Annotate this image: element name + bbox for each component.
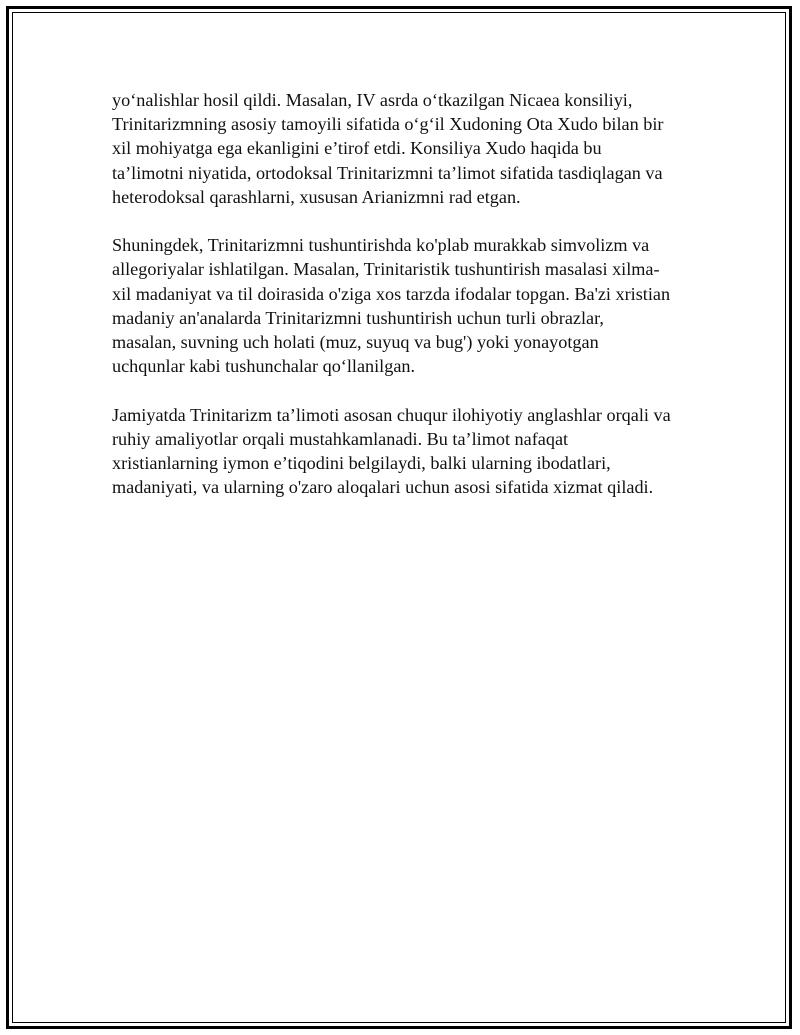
text-line: heterodoksal qarashlarni, xususan Arianizmni rad etgan. bbox=[112, 186, 521, 207]
text-line: madaniyati, va ularning o'zaro aloqalari uchun asosi sifatida xizmat qiladi. bbox=[112, 477, 654, 498]
paragraph-2 bbox=[112, 233, 692, 378]
text-line: xil mohiyatga ega ekanligini e’tirof etdi. Konsiliya Xudo haqida bu bbox=[112, 138, 602, 159]
text-line: xil madaniyat va til doirasida o'ziga xos tarzda ifodalar topgan. Ba'zi xristian bbox=[112, 283, 671, 304]
text-line: Jamiyatda Trinitarizm ta’limoti asosan chuqur ilohiyotiy anglashlar orqali va bbox=[112, 404, 671, 425]
document-body bbox=[112, 88, 692, 524]
paragraph-1 bbox=[112, 88, 692, 209]
text-line: ruhiy amaliyotlar orqali mustahkamlanadi. Bu ta’limot nafaqat bbox=[112, 428, 569, 449]
text-line: Trinitarizmning asosiy tamoyili sifatida o‘g‘il Xudoning Ota Xudo bilan bir bbox=[112, 114, 664, 135]
text-line: yo‘nalishlar hosil qildi. Masalan, IV asrda o‘tkazilgan Nicaea konsiliyi, bbox=[112, 90, 633, 110]
paragraph-3 bbox=[112, 403, 692, 500]
text-line: Shuningdek, Trinitarizmni tushuntirishda ko'plab murakkab simvolizm va bbox=[112, 235, 650, 256]
text-line: xristianlarning iymon e’tiqodini belgilaydi, balki ularning ibodatlari, bbox=[112, 453, 611, 474]
text-line: madaniy an'analarda Trinitarizmni tushuntirish uchun turli obrazlar, bbox=[112, 307, 604, 328]
text-line: masalan, suvning uch holati (muz, suyuq va bug') yoki yonayotgan bbox=[112, 332, 599, 353]
text-line: allegoriyalar ishlatilgan. Masalan, Trinitaristik tushuntirish masalasi xilma- bbox=[112, 259, 660, 280]
text-line: ta’limotni niyatida, ortodoksal Trinitarizmni ta’limot sifatida tasdiqlagan va bbox=[112, 162, 663, 183]
text-line: uchqunlar kabi tushunchalar qo‘llanilgan. bbox=[112, 356, 416, 377]
